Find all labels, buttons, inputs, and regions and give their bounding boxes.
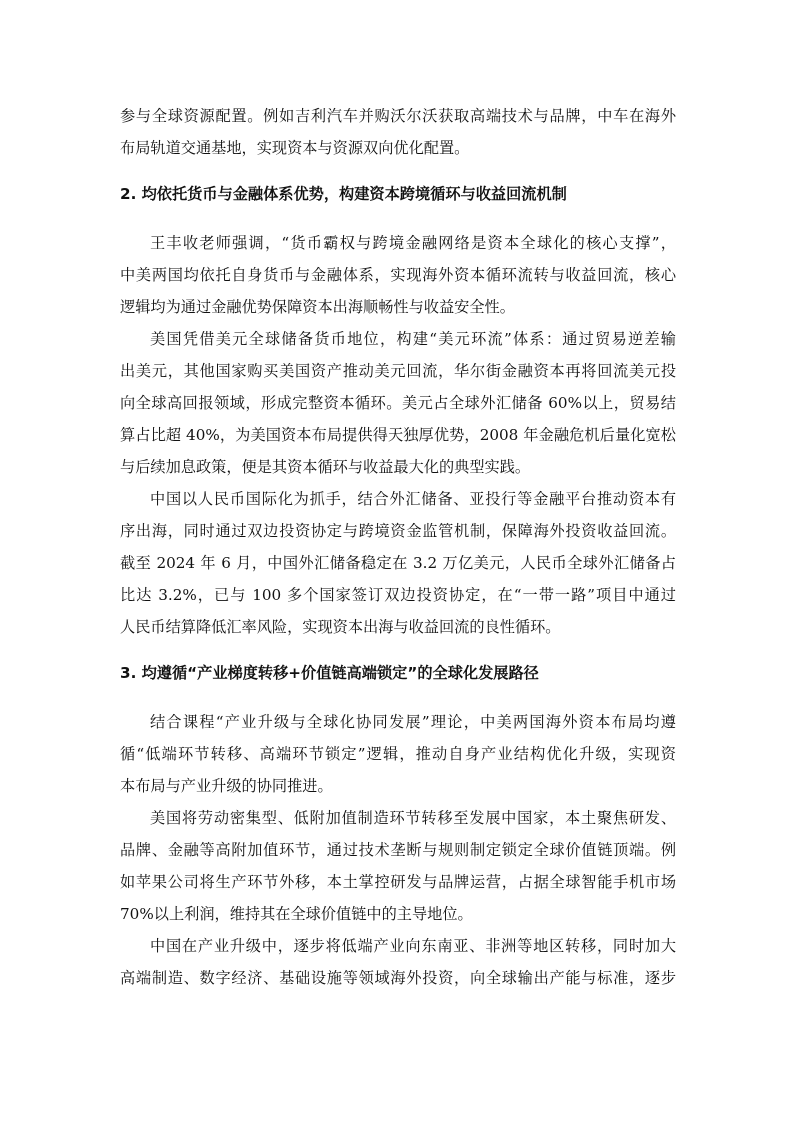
paragraph-line: 中国在产业升级中，逐步将低端产业向东南亚、非洲等地区转移，同时加大	[150, 937, 676, 955]
paragraph-line: 美国凭借美元全球储备货币地位，构建“美元环流”体系：通过贸易逆差输	[150, 330, 676, 348]
paragraph-line: 布局轨道交通基地，实现资本与资源双向优化配置。	[120, 139, 470, 157]
paragraph-line: 人民币结算降低汇率风险，实现资本出海与收益回流的良性循环。	[120, 618, 561, 636]
paragraph-line: 向全球高回报领域，形成完整资本循环。美元占全球外汇储备 60%以上，贸易结	[120, 394, 676, 412]
paragraph-line: 王丰收老师强调，“货币霸权与跨境金融网络是资本全球化的核心支撑”，	[150, 234, 676, 252]
paragraph-line: 与后续加息政策，便是其资本循环与收益最大化的典型实践。	[120, 458, 531, 476]
paragraph-line: 中美两国均依托自身货币与金融体系，实现海外资本循环流转与收益回流，核心	[120, 266, 676, 284]
paragraph-line: 序出海，同时通过双边投资协定与跨境资金监管机制，保障海外投资收益回流。	[120, 522, 676, 540]
paragraph-line: 如苹果公司将生产环节外移，本土掌控研发与品牌运营，占据全球智能手机市场	[120, 873, 676, 891]
paragraph-line: 品牌、金融等高附加值环节，通过技术垄断与规则制定锁定全球价值链顶端。例	[120, 841, 676, 859]
paragraph-line: 本布局与产业升级的协同推进。	[120, 777, 333, 795]
paragraph-line: 高端制造、数字经济、基础设施等领域海外投资，向全球输出产能与标准，逐步	[120, 969, 676, 987]
paragraph-line: 截至 2024 年 6 月，中国外汇储备稳定在 3.2 万亿美元，人民币全球外汇储备占	[120, 554, 676, 572]
paragraph-line: 比达 3.2%，已与 100 多个国家签订双边投资协定，在“一带一路”项目中通过	[120, 586, 676, 604]
section-heading: 2. 均依托货币与金融体系优势，构建资本跨境循环与收益回流机制	[120, 185, 567, 203]
paragraph-line: 逻辑均为通过金融优势保障资本出海顺畅性与收益安全性。	[120, 298, 515, 316]
paragraph-line: 70%以上利润，维持其在全球价值链中的主导地位。	[120, 905, 473, 923]
paragraph-line: 美国将劳动密集型、低附加值制造环节转移至发展中国家，本土聚焦研发、	[150, 809, 676, 827]
paragraph-line: 出美元，其他国家购买美国资产推动美元回流，华尔街金融资本再将回流美元投	[120, 362, 676, 380]
paragraph-line: 结合课程“产业升级与全球化协同发展”理论，中美两国海外资本布局均遵	[150, 713, 676, 731]
paragraph-line: 算占比超 40%，为美国资本布局提供得天独厚优势，2008 年金融危机后量化宽松	[120, 426, 676, 444]
section-heading: 3. 均遵循“产业梯度转移+价值链高端锁定”的全球化发展路径	[120, 664, 539, 682]
paragraph-line: 循“低端环节转移、高端环节锁定”逻辑，推动自身产业结构优化升级，实现资	[120, 745, 676, 763]
paragraph-line: 参与全球资源配置。例如吉利汽车并购沃尔沃获取高端技术与品牌，中车在海外	[120, 107, 676, 125]
paragraph-line: 中国以人民币国际化为抓手，结合外汇储备、亚投行等金融平台推动资本有	[150, 490, 676, 508]
